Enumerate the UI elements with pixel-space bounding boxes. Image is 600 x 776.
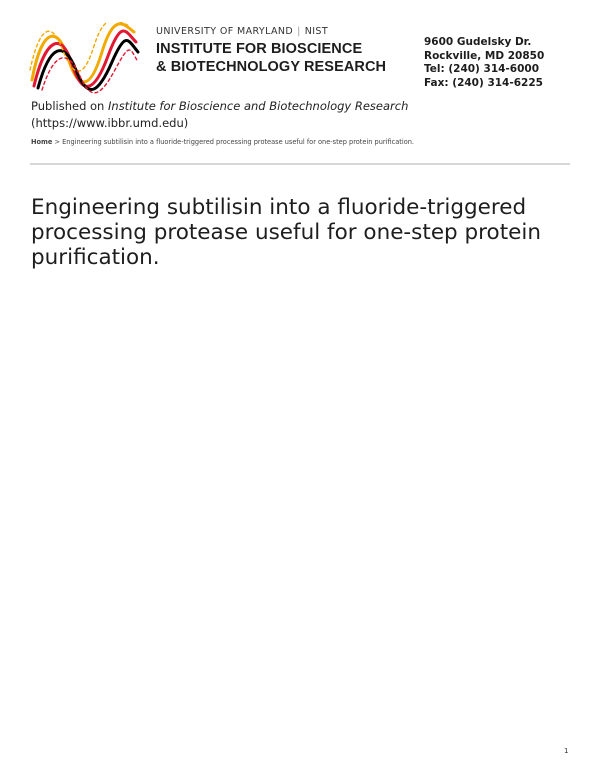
breadcrumb xyxy=(31,138,571,146)
address-tel: Tel: (240) 314-6000 xyxy=(424,63,540,76)
header-separator: | xyxy=(297,26,301,37)
address-city: Rockville, MD 20850 xyxy=(424,49,545,62)
contact-address xyxy=(424,36,594,90)
breadcrumb-home[interactable]: Home xyxy=(31,138,53,146)
university-name: UNIVERSITY OF MARYLAND xyxy=(156,26,294,37)
breadcrumb-current: Engineering subtilisin into a fluoride-triggered processing protease useful for one-step protein purification. xyxy=(62,138,415,146)
published-url[interactable]: (https://www.ibbr.umd.edu) xyxy=(31,116,189,130)
ibbr-wave-logo-icon xyxy=(28,22,140,94)
partner-name: NIST xyxy=(304,26,329,37)
institute-name xyxy=(156,26,406,76)
address-fax: Fax: (240) 314-6225 xyxy=(424,76,543,89)
breadcrumb-separator: > xyxy=(52,138,63,146)
published-site-name: Institute for Bioscience and Biotechnology Research xyxy=(108,99,409,113)
published-prefix: Published on xyxy=(31,99,109,113)
page-number: 1 xyxy=(564,747,569,755)
header-divider xyxy=(30,163,570,165)
published-on xyxy=(31,98,571,132)
institute-line-2: & BIOTECHNOLOGY RESEARCH xyxy=(156,59,387,75)
institute-line-1: INSTITUTE FOR BIOSCIENCE xyxy=(156,41,363,57)
university-line xyxy=(156,26,406,37)
address-street: 9600 Gudelsky Dr. xyxy=(424,36,532,48)
page-title: Engineering subtilisin into a fluoride-triggered processing protease useful for one-step protein purification. xyxy=(31,195,541,270)
